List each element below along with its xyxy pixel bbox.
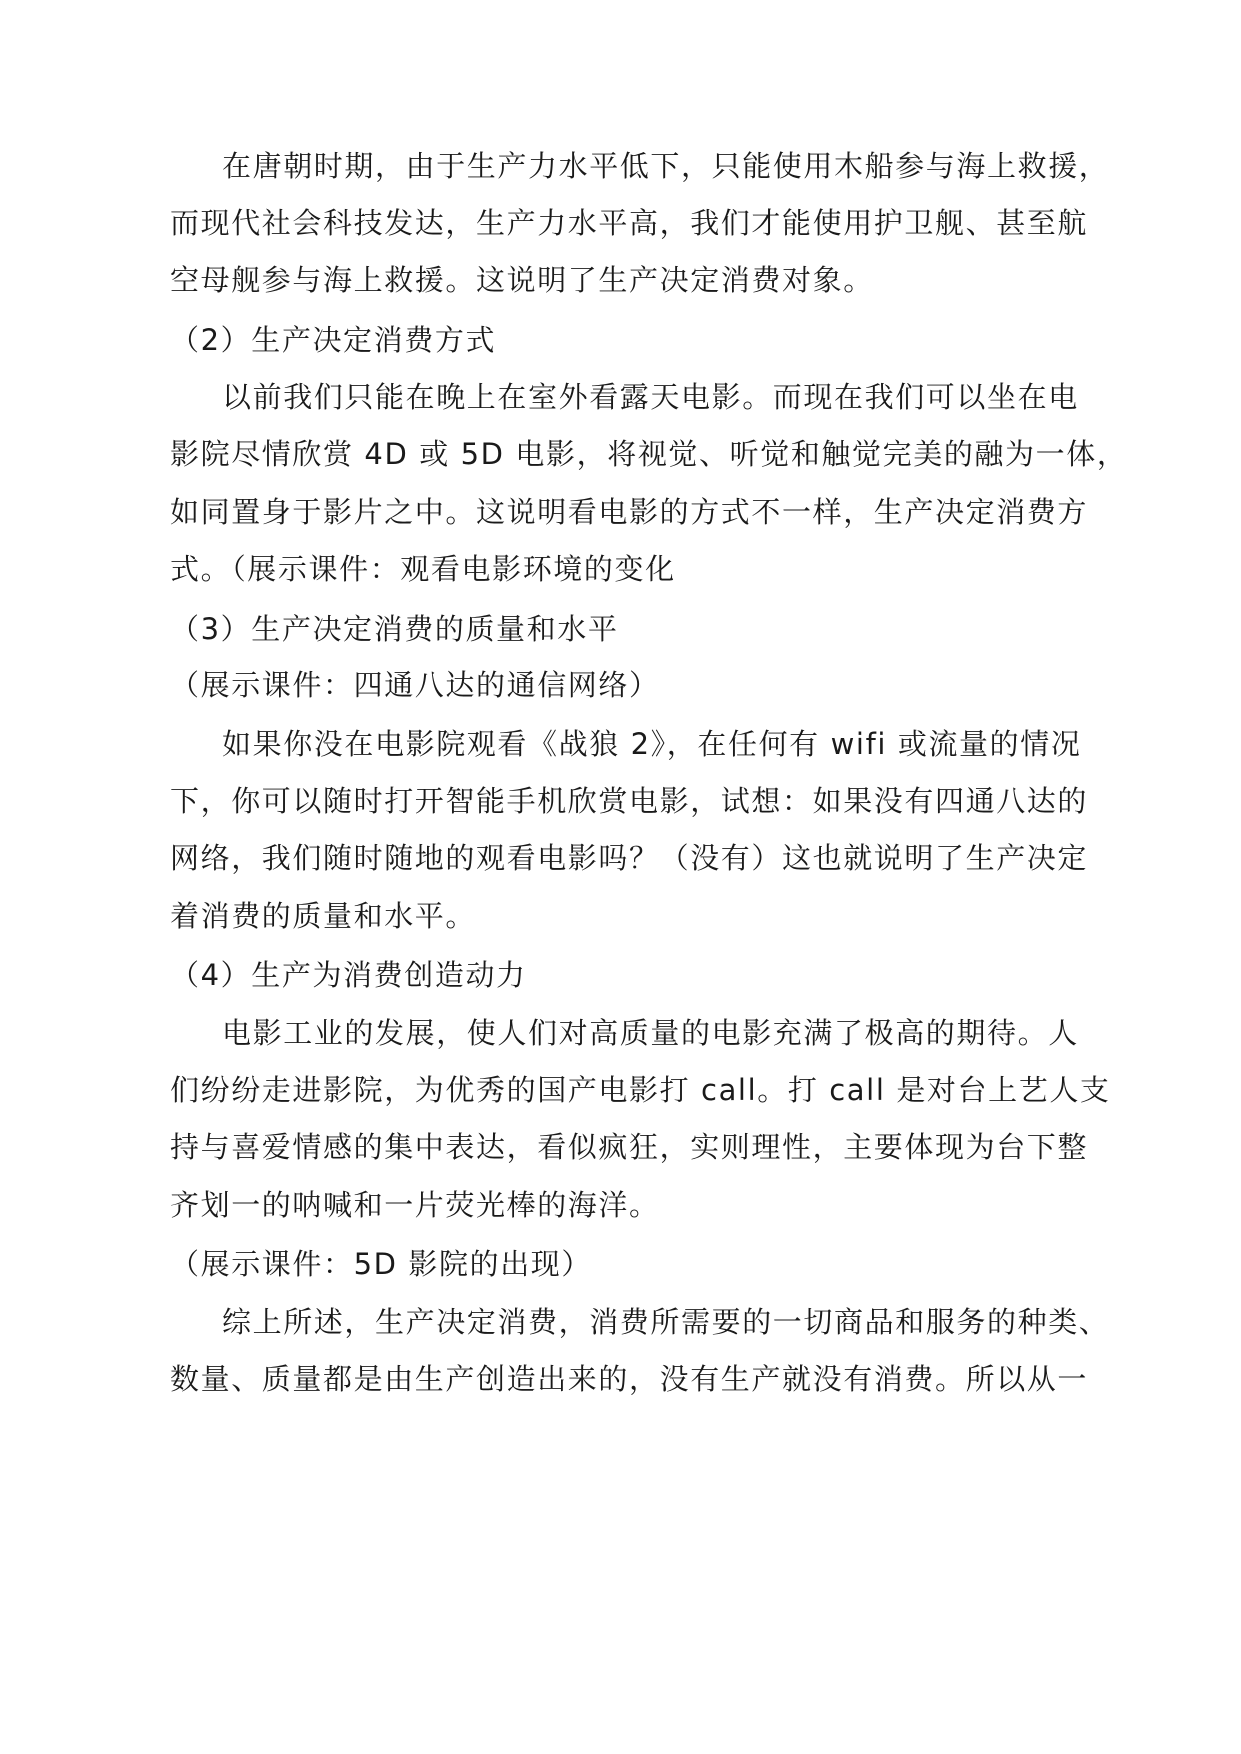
- paragraph-film-industry-line-3: 持与喜爱情感的集中表达，看似疯狂，实则理性，主要体现为台下整: [170, 1130, 1089, 1164]
- paragraph-summary-line-1: 综上所述，生产决定消费，消费所需要的一切商品和服务的种类、: [222, 1305, 1110, 1339]
- heading-consumption-mode: （2）生产决定消费方式: [170, 323, 497, 357]
- paragraph-tang-dynasty-line-3: 空母舰参与海上救援。这说明了生产决定消费对象。: [170, 263, 874, 297]
- paragraph-wolf-warrior-line-4: 着消费的质量和水平。: [170, 899, 477, 933]
- paragraph-cinema-line-4: 式。（展示课件：观看电影环境的变化: [170, 552, 676, 586]
- heading-consumption-motivation: （4）生产为消费创造动力: [170, 958, 527, 992]
- courseware-note-5d-cinema: （展示课件：5D 影院的出现）: [170, 1247, 592, 1281]
- paragraph-cinema-line-1: 以前我们只能在晚上在室外看露天电影。而现在我们可以坐在电: [222, 380, 1079, 414]
- heading-consumption-quality: （3）生产决定消费的质量和水平: [170, 612, 619, 646]
- paragraph-tang-dynasty-line-2: 而现代社会科技发达，生产力水平高，我们才能使用护卫舰、甚至航: [170, 206, 1089, 240]
- paragraph-cinema-line-2: 影院尽情欣赏 4D 或 5D 电影，将视觉、听觉和触觉完美的融为一体，: [170, 437, 1128, 471]
- paragraph-film-industry-line-1: 电影工业的发展，使人们对高质量的电影充满了极高的期待。人: [222, 1016, 1079, 1050]
- paragraph-wolf-warrior-line-2: 下，你可以随时打开智能手机欣赏电影，试想：如果没有四通八达的: [170, 784, 1089, 818]
- paragraph-summary-line-2: 数量、质量都是由生产创造出来的，没有生产就没有消费。所以从一: [170, 1362, 1089, 1396]
- paragraph-film-industry-line-2: 们纷纷走进影院，为优秀的国产电影打 call。打 call 是对台上艺人支: [170, 1073, 1111, 1107]
- paragraph-wolf-warrior-line-1: 如果你没在电影院观看《战狼 2》，在任何有 wifi 或流量的情况: [222, 727, 1082, 761]
- paragraph-wolf-warrior-line-3: 网络，我们随时随地的观看电影吗？（没有）这也就说明了生产决定: [170, 841, 1089, 875]
- paragraph-film-industry-line-4: 齐划一的呐喊和一片荧光棒的海洋。: [170, 1188, 660, 1222]
- paragraph-cinema-line-3: 如同置身于影片之中。这说明看电影的方式不一样，生产决定消费方: [170, 495, 1089, 529]
- paragraph-tang-dynasty-line-1: 在唐朝时期，由于生产力水平低下，只能使用木船参与海上救援，: [222, 149, 1110, 183]
- courseware-note-network: （展示课件：四通八达的通信网络）: [170, 668, 660, 702]
